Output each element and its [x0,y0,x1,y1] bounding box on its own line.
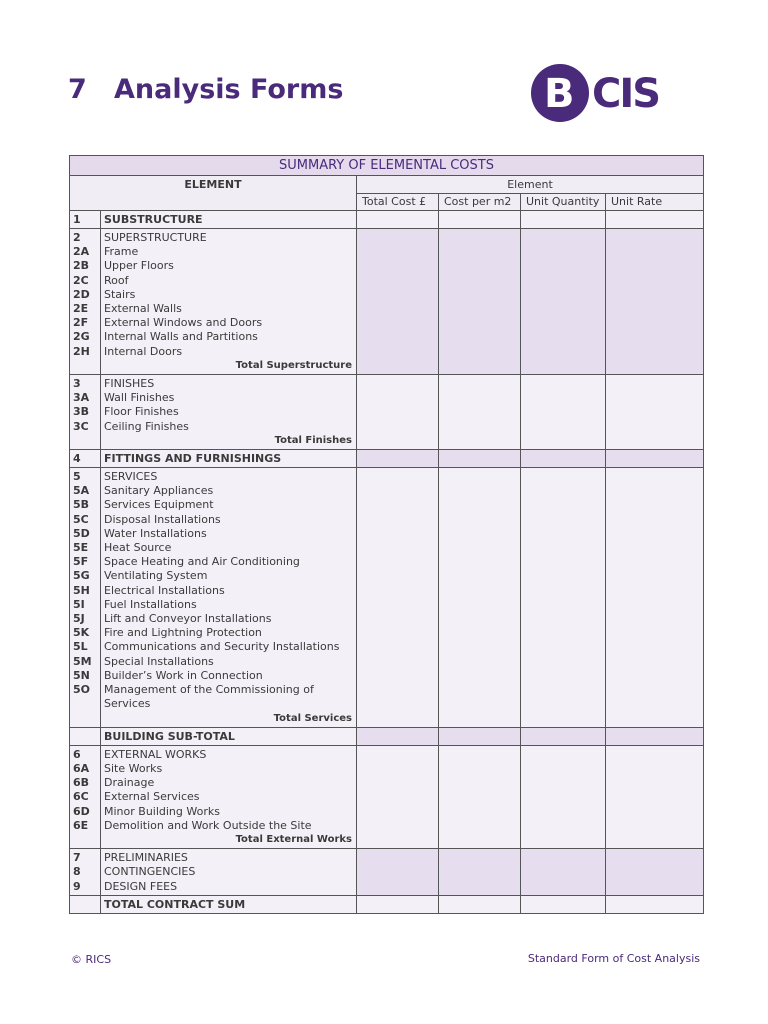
element-code: 5 [73,470,81,484]
element-name: Floor Finishes [104,405,179,419]
element-name-cell [101,450,357,468]
unit-quantity-cell[interactable] [521,849,606,896]
element-code: 5O [73,683,91,697]
element-name: Stairs [104,287,136,301]
element-name: FITTINGS AND FURNISHINGS [104,452,282,466]
element-code: 5B [73,498,90,512]
table-row [70,375,704,450]
column-header-unit-quantity: Unit Quantity [521,194,606,211]
total-cost-cell[interactable] [357,849,439,896]
element-code: 8 [73,865,81,879]
element-code: 2G [73,330,90,344]
element-name-cell [101,895,357,913]
unit-rate-cell[interactable] [606,468,704,728]
element-name-cell [101,468,357,728]
element-code-cell [70,468,101,728]
element-name: SUPERSTRUCTURE [104,231,207,244]
element-name: Upper Floors [104,259,174,273]
cost-per-m2-cell[interactable] [439,229,521,375]
footer-copyright: © RICS [71,953,112,966]
element-code: 5A [73,484,90,498]
page-title [68,74,343,105]
element-name-cell [101,745,357,848]
unit-rate-cell[interactable] [606,895,704,913]
column-header-element: ELEMENT [70,176,357,211]
element-total-label: Total External Works [235,833,352,845]
unit-quantity-cell[interactable] [521,375,606,450]
element-total-label: Total Services [273,712,352,724]
unit-quantity-cell[interactable] [521,895,606,913]
section-number: 7 [68,74,87,105]
section-title: Analysis Forms [114,74,344,105]
cost-per-m2-cell[interactable] [439,450,521,468]
element-code: 5K [73,626,90,640]
element-name: EXTERNAL WORKS [104,747,207,761]
element-code-cell [70,229,101,375]
element-name: Roof [104,273,129,287]
unit-quantity-cell[interactable] [521,727,606,745]
element-code-cell [70,211,101,229]
unit-quantity-cell[interactable] [521,229,606,375]
element-name: Services Equipment [104,498,214,512]
unit-rate-cell[interactable] [606,849,704,896]
element-code: 3C [73,419,89,433]
element-name: BUILDING SUB-TOTAL [104,729,235,743]
element-name: Minor Building Works [104,804,220,818]
element-code-cell [70,375,101,450]
cost-per-m2-cell[interactable] [439,211,521,229]
element-code: 1 [73,213,81,226]
unit-quantity-cell[interactable] [521,450,606,468]
element-code-cell [70,849,101,896]
svg-text:CIS: CIS [592,71,660,117]
cost-per-m2-cell[interactable] [439,468,521,728]
element-name: TOTAL CONTRACT SUM [104,897,246,911]
element-name-cell [101,727,357,745]
element-code: 5D [73,526,90,540]
element-code: 6E [73,818,89,832]
element-code: 5H [73,583,90,597]
element-name: DESIGN FEES [104,879,178,893]
element-name-cell [101,211,357,229]
element-total-label: Total Superstructure [235,359,352,371]
table-row [70,450,704,468]
element-code: 2E [73,302,89,316]
element-name: External Walls [104,302,182,316]
cost-per-m2-cell[interactable] [439,895,521,913]
elemental-costs-table [69,155,704,914]
element-name: Special Installations [104,654,214,668]
table-body [70,211,704,914]
logo-text: B [544,71,575,117]
element-name: External Windows and Doors [104,316,263,330]
element-code: 9 [73,879,81,893]
element-name: Lift and Conveyor Installations [104,612,272,626]
footer-document-name: Standard Form of Cost Analysis [527,952,700,965]
table-row [70,229,704,375]
element-name: External Services [104,790,200,804]
element-code: 4 [73,452,81,466]
unit-rate-cell[interactable] [606,211,704,229]
total-cost-cell[interactable] [357,375,439,450]
table-row [70,849,704,896]
element-code-cell [70,727,101,745]
element-code: 5C [73,512,89,526]
element-name: Demolition and Work Outside the Site [104,818,312,832]
cost-per-m2-cell[interactable] [439,727,521,745]
column-header-unit-rate: Unit Rate [606,194,704,211]
element-name: Ventilating System [104,569,208,583]
table-row [70,468,704,728]
element-name: Fire and Lightning Protection [104,626,262,640]
column-group-element: Element [357,176,704,194]
unit-rate-cell[interactable] [606,727,704,745]
element-code: 6B [73,776,90,790]
element-code: 5M [73,654,92,668]
table-row [70,211,704,229]
unit-quantity-cell[interactable] [521,468,606,728]
element-name: FINISHES [104,377,155,391]
element-name: Disposal Installations [104,512,221,526]
element-code: 6D [73,804,90,818]
element-code: 7 [73,851,81,865]
element-code: 3A [73,391,90,405]
element-code-cell [70,895,101,913]
element-name: SUBSTRUCTURE [104,213,203,226]
unit-quantity-cell[interactable] [521,745,606,848]
unit-rate-cell[interactable] [606,745,704,848]
table-title: SUMMARY OF ELEMENTAL COSTS [70,156,704,176]
unit-quantity-cell[interactable] [521,211,606,229]
element-name: Fuel Installations [104,597,197,611]
total-cost-cell[interactable] [357,450,439,468]
element-code: 2A [73,245,90,259]
element-name: Drainage [104,776,155,790]
element-code: 6A [73,761,90,775]
element-name: Site Works [104,761,163,775]
bcis-logo [530,64,704,124]
element-name: Electrical Installations [104,583,225,597]
element-code: 5G [73,569,90,583]
cost-per-m2-cell[interactable] [439,375,521,450]
element-code: 5L [73,640,88,654]
element-name: Internal Walls and Partitions [104,330,258,344]
total-cost-cell[interactable] [357,895,439,913]
element-name: Sanitary Appliances [104,484,214,498]
element-code: 6C [73,790,89,804]
column-header-total-cost: Total Cost £ [357,194,439,211]
element-total-label: Total Finishes [274,434,352,446]
element-name: Ceiling Finishes [104,419,189,433]
element-code: 3 [73,377,81,391]
element-name: Internal Doors [104,344,183,358]
column-header-cost-per-m2: Cost per m2 [439,194,521,211]
element-name: Water Installations [104,526,207,540]
element-name: SERVICES [104,470,158,484]
element-code: 5E [73,541,89,555]
element-code-cell [70,450,101,468]
element-code: 5F [73,555,89,569]
element-name: PRELIMINARIES [104,851,188,865]
table-row [70,745,704,848]
element-code: 6 [73,747,81,761]
element-name-cell [101,375,357,450]
element-name: Wall Finishes [104,391,175,405]
element-name: Heat Source [104,541,172,555]
element-name: Builder’s Work in Connection [104,668,263,682]
unit-rate-cell[interactable] [606,375,704,450]
total-cost-cell[interactable] [357,468,439,728]
table-row [70,727,704,745]
total-cost-cell[interactable] [357,745,439,848]
element-code-cell [70,745,101,848]
element-code: 5I [73,597,85,611]
element-code: 2D [73,287,90,301]
element-code: 5N [73,668,90,682]
cost-per-m2-cell[interactable] [439,849,521,896]
element-name: CONTINGENCIES [104,865,196,879]
unit-rate-cell[interactable] [606,229,704,375]
unit-rate-cell[interactable] [606,450,704,468]
element-code: 2B [73,259,90,273]
element-name-cell [101,229,357,375]
element-code: 2H [73,344,90,358]
element-name: Communications and Security Installations [104,640,340,654]
element-name-cell [101,849,357,896]
element-name: Space Heating and Air Conditioning [104,555,300,569]
total-cost-cell[interactable] [357,229,439,375]
element-code: 2C [73,273,89,287]
element-code: 3B [73,405,90,419]
element-code: 2 [73,231,81,244]
element-code: 2F [73,316,89,330]
cost-per-m2-cell[interactable] [439,745,521,848]
total-cost-cell[interactable] [357,727,439,745]
table-row [70,895,704,913]
element-name: Management of the Commissioning of Services [104,683,314,711]
total-cost-cell[interactable] [357,211,439,229]
element-code: 5J [73,612,85,626]
element-name: Frame [104,245,139,259]
